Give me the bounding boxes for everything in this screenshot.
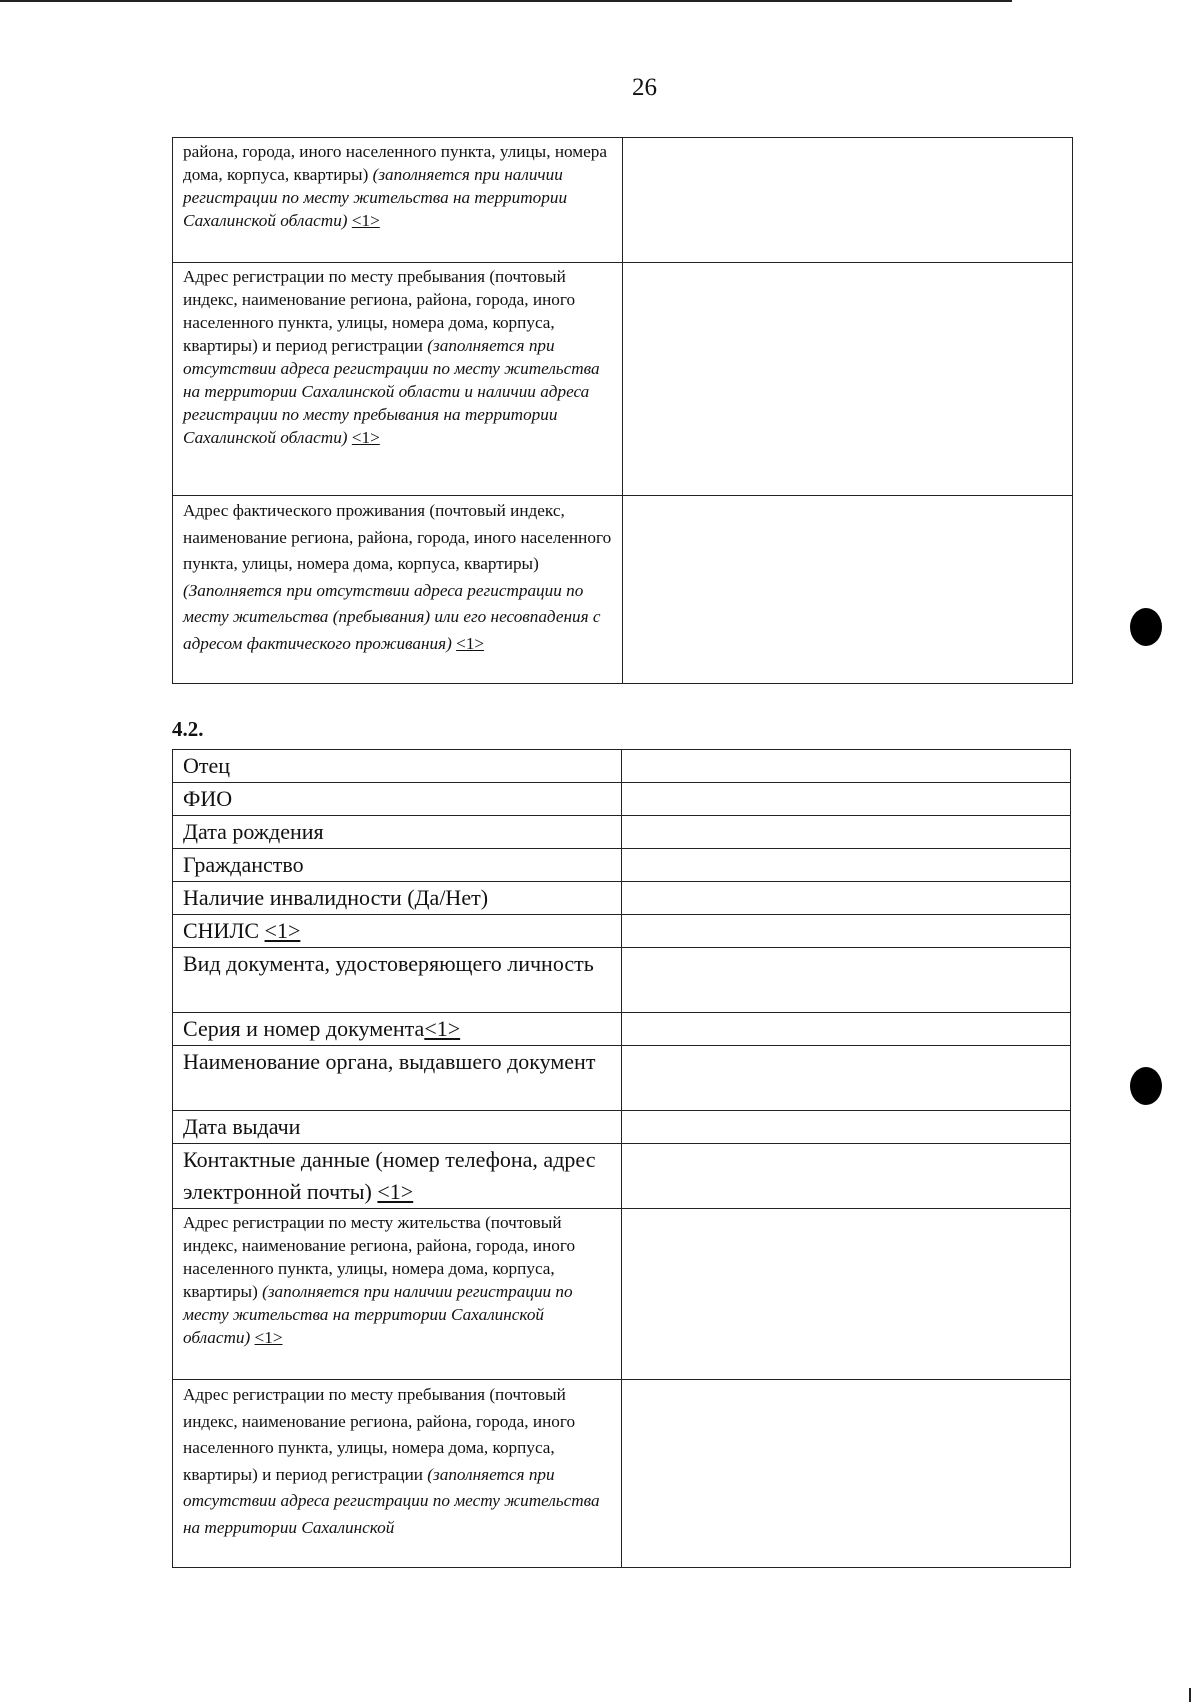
- field-value[interactable]: [623, 496, 1073, 684]
- field-label: Дата рождения: [173, 816, 622, 849]
- table-row: [173, 750, 1071, 783]
- field-label: района, города, иного населенного пункта, улицы, номера дома, корпуса, квартиры) (заполняется при наличии регистрации по месту жительства на территории Сахалинской области) <1>: [173, 138, 623, 263]
- field-label: Отец: [173, 750, 622, 783]
- father-data-table: [172, 749, 1071, 1568]
- section-title: 4.2.: [172, 717, 204, 741]
- table-row: [173, 849, 1071, 882]
- field-label: Адрес фактического проживания (почтовый индекс, наименование региона, района, города, иного населенного пункта, улицы, номера дома, корпуса, квартиры) (Заполняется при отсутствии адреса регистрации по месту жительства (пребывания) или его несовпадения с адресом фактического проживания) <1>: [173, 496, 623, 684]
- page-number: 26: [632, 74, 657, 101]
- field-value[interactable]: [622, 882, 1071, 915]
- table-row: [173, 1380, 1071, 1568]
- table-row: [173, 1111, 1071, 1144]
- scan-edge-mark: [1189, 1688, 1191, 1702]
- footnote-ref[interactable]: <1>: [264, 918, 301, 943]
- scan-top-border: [0, 0, 1012, 2]
- table-row: [173, 1013, 1071, 1046]
- table-row: [173, 816, 1071, 849]
- table-row: [173, 496, 1073, 684]
- field-label: Адрес регистрации по месту пребывания (почтовый индекс, наименование региона, района, города, иного населенного пункта, улицы, номера дома, корпуса, квартиры) и период регистрации (заполняется при отсутствии адреса регистрации по месту жительства на территории Сахалинской области и наличии адреса регистрации по месту пребывания на территории Сахалинской области) <1>: [173, 263, 623, 496]
- binder-hole-mark-top: [1130, 608, 1162, 646]
- field-label: Серия и номер документа<1>: [173, 1013, 622, 1046]
- field-note: (заполняется при наличии регистрации по месту жительства на территории Сахалинской области): [183, 165, 568, 230]
- field-note: (заполняется при отсутствии адреса регистрации по месту жительства на территории Сахалинской: [183, 1464, 600, 1537]
- field-label: Наименование органа, выдавшего документ: [173, 1046, 622, 1111]
- field-value[interactable]: [622, 1380, 1071, 1568]
- field-label: Адрес регистрации по месту жительства (почтовый индекс, наименование региона, района, города, иного населенного пункта, улицы, номера дома, корпуса, квартиры) (заполняется при наличии регистрации по месту жительства на территории Сахалинской области) <1>: [173, 1209, 622, 1380]
- field-value[interactable]: [622, 783, 1071, 816]
- field-label: Дата выдачи: [173, 1111, 622, 1144]
- field-label: Гражданство: [173, 849, 622, 882]
- field-label: Контактные данные (номер телефона, адрес электронной почты) <1>: [173, 1144, 622, 1209]
- field-label: ФИО: [173, 783, 622, 816]
- table-row: [173, 1209, 1071, 1380]
- field-value[interactable]: [623, 263, 1073, 496]
- field-value[interactable]: [622, 1046, 1071, 1111]
- field-value[interactable]: [622, 1209, 1071, 1380]
- field-label: Наличие инвалидности (Да/Нет): [173, 882, 622, 915]
- table-row: [173, 948, 1071, 1013]
- field-value[interactable]: [622, 1013, 1071, 1046]
- field-note: (заполняется при отсутствии адреса регистрации по месту жительства на территории Сахалинской области и наличии адреса регистрации по месту пребывания на территории Сахалинской области): [183, 336, 600, 447]
- binder-hole-mark-bottom: [1130, 1067, 1162, 1105]
- table-row: [173, 263, 1073, 496]
- footnote-ref[interactable]: <1>: [351, 428, 380, 447]
- field-value[interactable]: [622, 948, 1071, 1013]
- footnote-ref[interactable]: <1>: [254, 1328, 283, 1347]
- field-label: Вид документа, удостоверяющего личность: [173, 948, 622, 1013]
- table-row: [173, 882, 1071, 915]
- footnote-ref[interactable]: <1>: [351, 211, 380, 230]
- footnote-ref[interactable]: <1>: [456, 633, 485, 653]
- table-row: [173, 1046, 1071, 1111]
- field-note: (Заполняется при отсутствии адреса регистрации по месту жительства (пребывания) или его несовпадения с адресом фактического проживания): [183, 580, 601, 653]
- field-value[interactable]: [622, 915, 1071, 948]
- field-label: Адрес регистрации по месту пребывания (почтовый индекс, наименование региона, района, города, иного населенного пункта, улицы, номера дома, корпуса, квартиры) и период регистрации (заполняется при отсутствии адреса регистрации по месту жительства на территории Сахалинской: [173, 1380, 622, 1568]
- field-note: (заполняется при наличии регистрации по месту жительства на территории Сахалинской области): [183, 1282, 573, 1347]
- field-value[interactable]: [622, 849, 1071, 882]
- field-value[interactable]: [622, 1111, 1071, 1144]
- table-row: [173, 138, 1073, 263]
- table-row: [173, 915, 1071, 948]
- field-value[interactable]: [622, 750, 1071, 783]
- address-table-continued: [172, 137, 1073, 684]
- table-row: [173, 1144, 1071, 1209]
- field-value[interactable]: [622, 816, 1071, 849]
- field-value[interactable]: [622, 1144, 1071, 1209]
- field-label: СНИЛС <1>: [173, 915, 622, 948]
- footnote-ref[interactable]: <1>: [424, 1016, 461, 1041]
- table-row: [173, 783, 1071, 816]
- footnote-ref[interactable]: <1>: [377, 1179, 414, 1204]
- field-value[interactable]: [623, 138, 1073, 263]
